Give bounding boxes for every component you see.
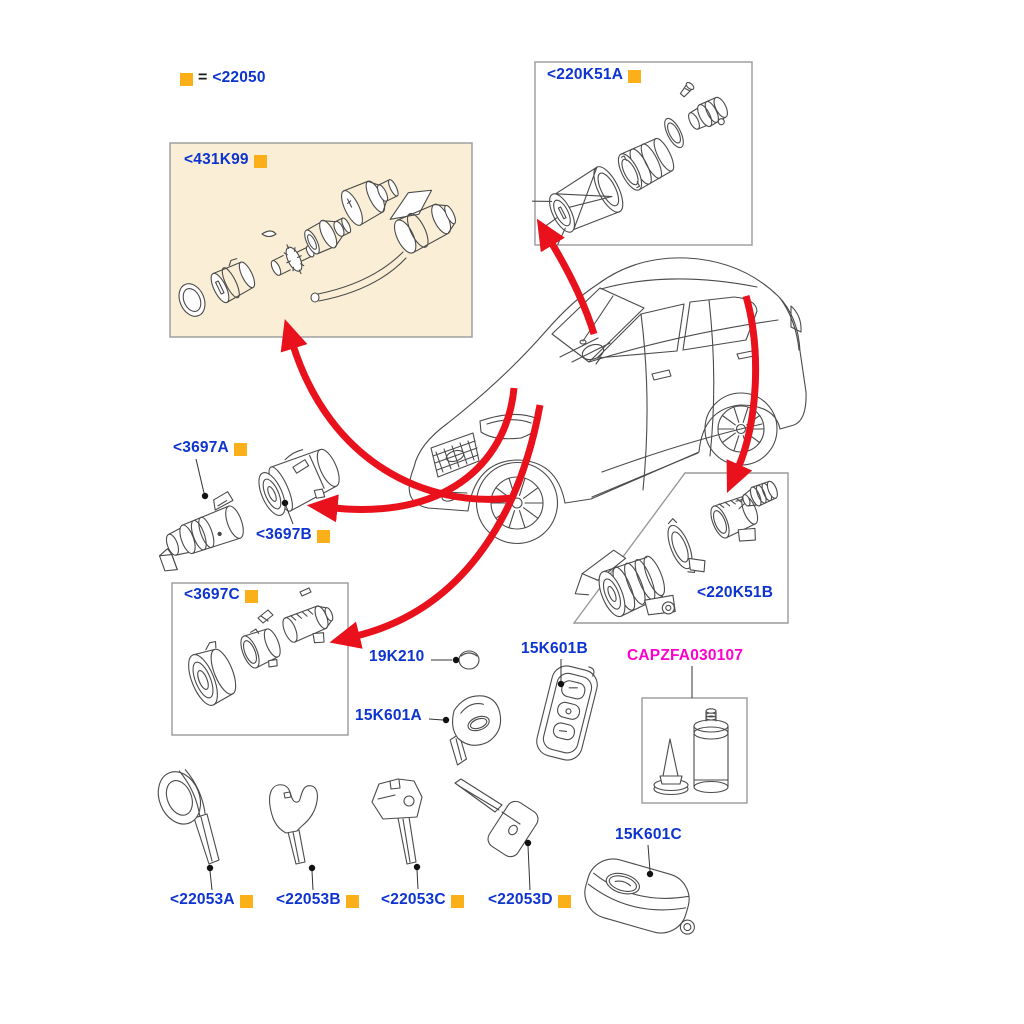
panel-label-220k51b <box>697 584 773 602</box>
callout-19k210 <box>369 648 425 666</box>
part-code-15k601a[interactable]: 15K601A <box>355 707 422 724</box>
kit-marker-square <box>346 895 359 908</box>
kit-marker-square <box>254 155 267 168</box>
part-code-22053b[interactable]: <22053B <box>276 891 341 908</box>
kit-marker-square <box>234 443 247 456</box>
callout-15k601a <box>355 707 422 725</box>
panel-label-220k51a <box>547 66 641 84</box>
kit-marker-square <box>628 70 641 83</box>
kit-marker-square <box>240 895 253 908</box>
arrow-to-220k51b <box>738 296 756 468</box>
key-head-15k601a-drawing <box>442 692 508 766</box>
panel-431k99-box <box>170 143 472 337</box>
callout-15k601b <box>521 640 588 658</box>
part-code-220k51b[interactable]: <220K51B <box>697 584 774 601</box>
kit-marker-square <box>451 895 464 908</box>
callout-15k601c <box>615 826 682 844</box>
part-code-19k210[interactable]: 19K210 <box>369 648 425 665</box>
key-blank-22053c-drawing <box>372 779 422 864</box>
part-code-22053c[interactable]: <22053C <box>381 891 446 908</box>
callout-22053a <box>170 891 253 909</box>
callout-22053c <box>381 891 464 909</box>
part-code-22050[interactable]: <22050 <box>212 69 266 86</box>
transponder-cap-19k210-drawing <box>459 651 479 669</box>
part-code-capzfa030107[interactable]: CAPZFA030107 <box>627 647 744 664</box>
arrow-to-3697c <box>356 405 540 636</box>
callout-capz <box>627 647 743 665</box>
part-code-3697a[interactable]: <3697A <box>173 439 229 456</box>
callout-3697b <box>256 526 330 544</box>
callout-22053b <box>276 891 359 909</box>
key-blank-22053b-drawing <box>270 785 318 864</box>
kit-marker-square <box>317 530 330 543</box>
ignition-switch-3697a-drawing <box>147 491 250 574</box>
part-code-22053a[interactable]: <22053A <box>170 891 235 908</box>
part-code-15k601b[interactable]: 15K601B <box>521 640 588 657</box>
panel-label-431k99 <box>184 151 267 169</box>
remote-fob-15k601b-drawing <box>534 659 602 763</box>
arrow-to-220k51a <box>551 242 594 334</box>
part-code-3697b[interactable]: <3697B <box>256 526 312 543</box>
callout-22053d <box>488 891 571 909</box>
part-code-15k601c[interactable]: 15K601C <box>615 826 682 843</box>
kit-marker-square <box>180 73 193 86</box>
key-blank-22053a-drawing <box>151 765 219 864</box>
panel-label-3697c <box>184 586 258 604</box>
part-code-22053d[interactable]: <22053D <box>488 891 553 908</box>
legend <box>180 69 266 87</box>
part-code-3697c[interactable]: <3697C <box>184 586 240 603</box>
kit-marker-square <box>245 590 258 603</box>
part-code-431k99[interactable]: <431K99 <box>184 151 249 168</box>
callout-3697a <box>173 439 247 457</box>
part-code-220k51a[interactable]: <220K51A <box>547 66 624 83</box>
lock-housing-3697b-drawing <box>251 439 346 520</box>
kit-marker-square <box>558 895 571 908</box>
keyless-fob-15k601c-drawing <box>579 853 707 943</box>
legend-equals: = <box>198 69 208 86</box>
